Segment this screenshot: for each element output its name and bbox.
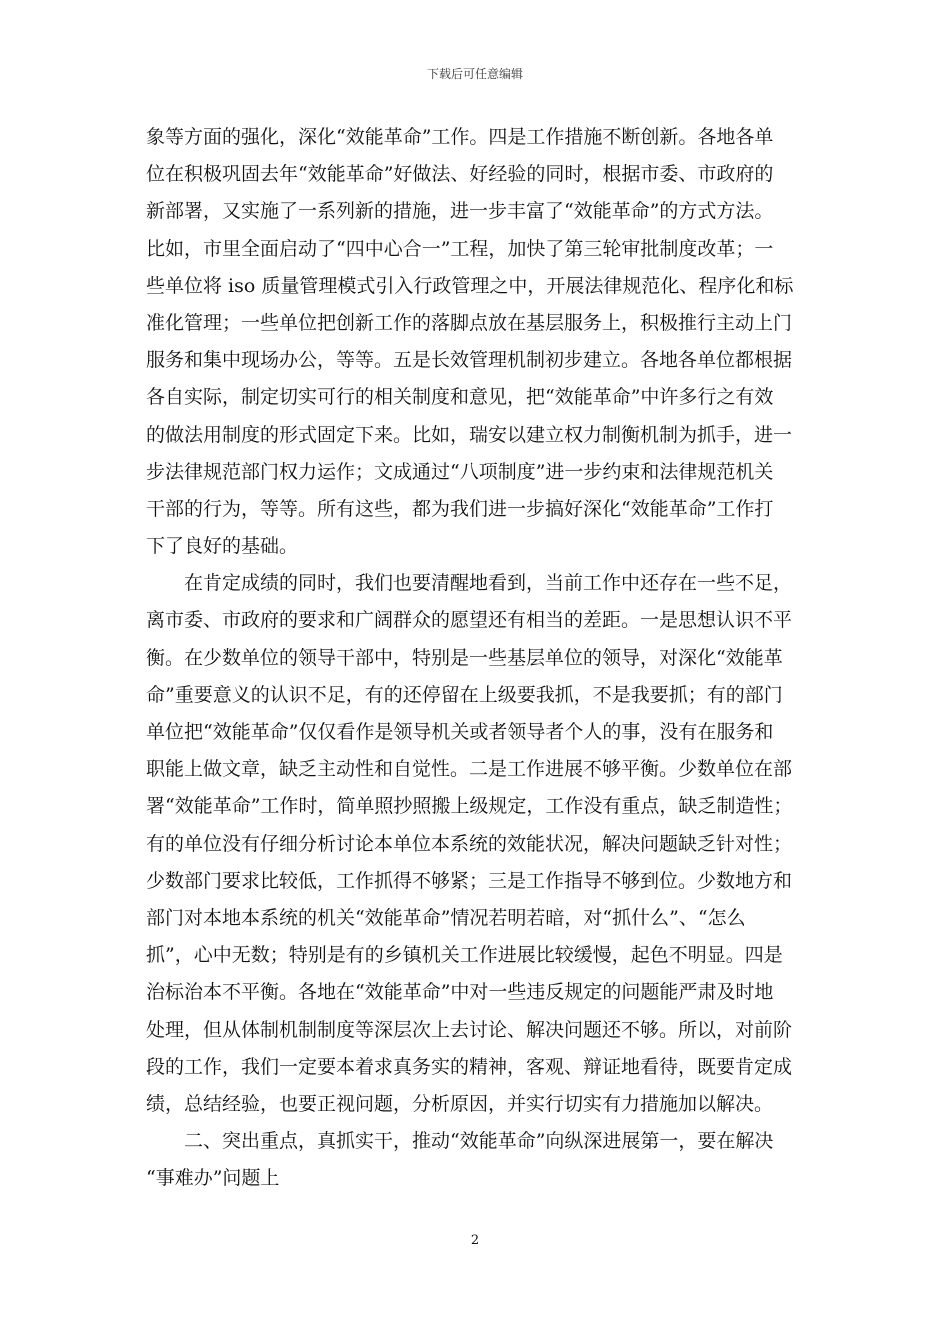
text-line: 治标治本不平衡。各地在“效能革命”中对一些违反规定的问题能严肃及时地 <box>146 981 774 1004</box>
text-line: 绩，总结经验，也要正视问题，分析原因，并实行切实有力措施加以解决。 <box>146 1092 774 1115</box>
text-line: 命”重要意义的认识不足，有的还停留在上级要我抓，不是我要抓；有的部门 <box>146 683 783 706</box>
text-line: 步法律规范部门权力运作；文成通过“八项制度”进一步约束和法律规范机关 <box>146 460 774 483</box>
text-line: 抓”，心中无数；特别是有的乡镇机关工作进展比较缓慢，起色不明显。四是 <box>146 944 783 967</box>
text-line: 些单位将 iso 质量管理模式引入行政管理之中，开展法律规范化、程序化和标 <box>146 274 794 297</box>
text-line: 署“效能革命”工作时，简单照抄照搬上级规定，工作没有重点，缺乏制造性； <box>146 795 793 818</box>
text-line: 位在积极巩固去年“效能革命”好做法、好经验的同时，根据市委、市政府的 <box>146 163 774 186</box>
text-line: 象等方面的强化，深化“效能革命”工作。四是工作措施不断创新。各地各单 <box>146 126 774 148</box>
text-line: 处理，但从体制机制制度等深层次上去讨论、解决问题还不够。所以，对前阶 <box>146 1018 793 1041</box>
text-line: “事难办”问题上 <box>146 1167 280 1190</box>
text-line: 少数部门要求比较低，工作抓得不够紧；三是工作指导不够到位。少数地方和 <box>146 869 793 892</box>
paragraph-start-line: 在肯定成绩的同时，我们也要清醒地看到，当前工作中还存在一些不足， <box>184 572 793 595</box>
text-line: 部门对本地本系统的机关“效能革命”情况若明若暗，对“抓什么”、“怎么 <box>146 906 746 929</box>
page-header: 下载后可任意编辑 <box>426 67 523 81</box>
text-line: 服务和集中现场办公，等等。五是长效管理机制初步建立。各地各单位都根据 <box>146 349 793 372</box>
text-line: 各自实际，制定切实可行的相关制度和意见，把“效能革命”中许多行之有效 <box>146 386 774 409</box>
text-line: 段的工作，我们一定要本着求真务实的精神，客观、辩证地看待，既要肯定成 <box>146 1055 793 1078</box>
text-line: 新部署，又实施了一系列新的措施，进一步丰富了“效能革命”的方式方法。 <box>146 200 774 223</box>
section-heading-line: 二、突出重点，真抓实干，推动“效能革命”向纵深进展第一，要在解决 <box>184 1130 774 1153</box>
text-line: 离市委、市政府的要求和广阔群众的愿望还有相当的差距。一是思想认识不平 <box>146 609 793 632</box>
text-line: 有的单位没有仔细分析讨论本单位本系统的效能状况，解决问题缺乏针对性； <box>146 832 793 855</box>
text-line: 准化管理；一些单位把创新工作的落脚点放在基层服务上，积极推行主动上门 <box>146 311 793 334</box>
text-line: 的做法用制度的形式固定下来。比如，瑞安以建立权力制衡机制为抓手，进一 <box>146 423 793 446</box>
document-body <box>146 119 806 1197</box>
text-line: 职能上做文章，缺乏主动性和自觉性。二是工作进展不够平衡。少数单位在部 <box>146 758 793 781</box>
text-line: 下了良好的基础。 <box>146 535 299 558</box>
text-line: 干部的行为，等等。所有这些，都为我们进一步搞好深化“效能革命”工作打 <box>146 497 774 520</box>
text-line: 单位把“效能革命”仅仅看作是领导机关或者领导者个人的事，没有在服务和 <box>146 721 774 743</box>
page-number: 2 <box>470 1233 480 1248</box>
text-line: 比如，市里全面启动了“四中心合一”工程，加快了第三轮审批制度改革；一 <box>146 237 774 260</box>
text-line: 衡。在少数单位的领导干部中，特别是一些基层单位的领导，对深化“效能革 <box>146 646 783 669</box>
